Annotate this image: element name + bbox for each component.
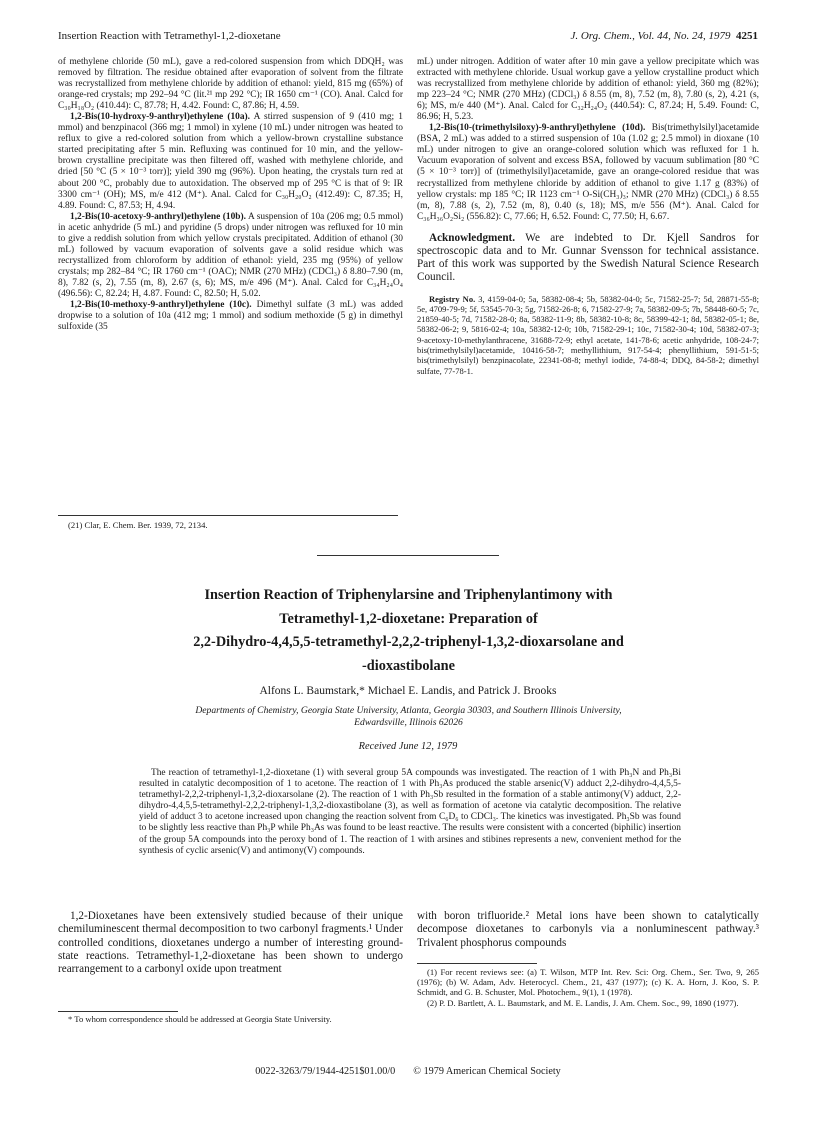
paragraph: of methylene chloride (50 mL), gave a red-colored suspension from which DDQH₂ was removed by filtration. The residue obtained after evaporation of solvent from the filtrate was recrystallized from methylene chloride by addition of ethanol: yield, 815 mg (65%) of orange-red crystals; mp 292–94 °C (lit.²¹ mp 292 °C); IR 1650 cm⁻¹ (CO). Anal. Calcd for C₃₀H₁₈O₂ (410.44): C, 87.78; H, 4.42. Found: C, 87.86; H, 4.59. <box>58 57 403 112</box>
article-separator <box>317 555 499 556</box>
left-column <box>58 57 403 333</box>
title-line: -dioxastibolane <box>362 657 455 674</box>
article-code: 0022-3263/79/1944-4251$01.00/0 <box>255 1066 396 1077</box>
paragraph <box>58 112 403 211</box>
received-date: Received June 12, 1979 <box>358 741 458 752</box>
title-line: Tetramethyl-1,2-dioxetane: Preparation of <box>279 610 538 627</box>
footnote-rule <box>58 1011 178 1012</box>
abstract: The reaction of tetramethyl-1,2-dioxetane (1) with several group 5A compounds was investigated. The reaction of 1 with Ph₃N and Ph₃Bi resulted in catalytic decomposition of 1 to acetone. The reaction of 1 with Ph₃As produced the stable arsenic(V) adduct 2,2-dihydro-4,4,5,5-tetramethyl-2,2,2-triphenyl-1,3,2-dioxarsolane (2). The reaction of 1 with Ph₃Sb resulted in the formation of a stable antimony(V) adduct, 2,2-dihydro-4,4,5,5-tetramethyl-2,2,2-triphenyl-1,3,2-dioxastibolane (3), as well as formation of acetone via catalytic decomposition. The relative yield of adduct 3 to acetone increased upon changing the reaction solvent from C₆D₆ to CDCl₃. The kinetics was investigated. Ph₃Sb was found to be slightly less reactive than Ph₃P while Ph₃As was found to be least reactive. The results were consistent with a concerted (biphilic) insertion of the group 5A compounds into the peroxy bond of 1. The reaction of 1 with arsines and stibines represents a new, convenient method for the synthesis of cyclic arsenic(V) and antimony(V) compounds. <box>139 768 681 856</box>
footnote-corresponding: * To whom correspondence should be addressed at Georgia State University. <box>68 1014 332 1024</box>
title-line: Insertion Reaction of Triphenylarsine and Triphenylantimony with <box>204 587 613 603</box>
compound-heading: 1,2-Bis(10-methoxy-9-anthryl)ethylene (10c). <box>70 300 252 311</box>
title-line: 2,2-Dihydro-4,4,5,5-tetramethyl-2,2,2-triphenyl-1,3,2-dioxarsolane and <box>193 634 624 650</box>
paragraph <box>417 123 759 222</box>
footnote-rule <box>417 963 537 964</box>
paragraph-text: Dimethyl sulfate (3 mL) was added dropwise to a solution of 10a (412 mg; 1 mmol) and sodium methoxide (5 g) in dimethyl sulfoxide (35 <box>58 300 403 333</box>
authors: Alfons L. Baumstark,* Michael E. Landis, and Patrick J. Brooks <box>259 685 557 697</box>
page-footer <box>58 1066 758 1077</box>
footnote-1: (1) For recent reviews see: (a) T. Wilson, MTP Int. Rev. Sci: Org. Chem., Ser. Two, 9, 265 (1976); (b) W. Adam, Adv. Heterocycl. Chem., 21, 437 (1977); (c) K. A. Horn, J. Koo, S. P. Schmidt, and G. B. Schuster, Mol. Photochem., 9(1), 1 (1978). <box>417 967 759 998</box>
registry-text: 3, 4159-04-0; 5a, 58382-08-4; 5b, 58382-04-0; 5c, 71582-25-7; 5d, 28871-55-8; 5e, 4709-79-9; 5f, 53545-70-3; 5g, 71582-26-8; 6, 71582-27-9; 7a, 58382-09-5; 7b, 58448-60-5; 7c, 21859-40-5; 7d, 71582-28-0; 8a, 58382-11-9; 8b, 58382-10-8; 8c, 58399-42-1; 8d, 58382-05-1; 8e, 58382-06-2; 9, 5816-02-4; 10a, 58382-12-0; 10b, 71582-29-1; 10c, 71582-30-4; 10d, 58382-07-3; 9-acetoxy-10-methylanthracene, 31688-72-9; ethyl acetate, 141-78-6; acetic anhydride, 108-24-7; bis(trimethylsilyl)acetamide, 10416-58-7; methyllithium, 917-54-4; phenyllithium, 591-51-5; bis(trimethylsilyl) benzpinacolate, 22341-08-8; methyl iodide, 74-88-4; DDQ, 84-58-2; dimethyl sulfate, 77-78-1. <box>417 293 759 376</box>
compound-heading: 1,2-Bis(10-acetoxy-9-anthryl)ethylene (10b). <box>70 211 246 222</box>
paragraph <box>58 300 403 333</box>
copyright: © 1979 American Chemical Society <box>413 1066 561 1077</box>
compound-heading: 1,2-Bis(10-(trimethylsiloxy)-9-anthryl)ethylene (10d). <box>429 123 646 134</box>
footnote-2: (2) P. D. Bartlett, A. L. Baumstark, and M. E. Landis, J. Am. Chem. Soc., 99, 1890 (1977). <box>427 997 739 1008</box>
affiliation-line: Departments of Chemistry, Georgia State University, Atlanta, Georgia 30303, and Southern Illinois University, <box>195 705 622 716</box>
paragraph-text: Bis(trimethylsilyl)acetamide (BSA, 2 mL) was added to a stirred suspension of 10a (1.02 g; 2.5 mmol) in dioxane (10 mL) under nitrogen to give an orange-colored solution which was refluxed for 1 h. Vacuum evaporation of solvent and excess BSA, followed by vacuum sublimation [80 °C (5 × 10⁻³ torr)] of (trimethylsilyl)acetamide, gave an orange-colored residue that was recrystallized from methylene chloride by addition of ethanol to give 1.17 g (83%) of yellow crystals: mp 185 °C; IR 1123 cm⁻¹ O-Si(CH₃)₃; NMR (270 MHz) (CDCl₃) δ 8.55 (m, 8), 7.88 (s, 2), 7.52 (m, 8), 0.40 (s, 18); MS, m/e 556 (M⁺). Anal. Calcd for C₃₆H₃₆O₂Si₂ (556.82): C, 77.66; H, 6.52. Found: C, 77.50; H, 6.67. <box>417 123 759 222</box>
footnote-21: (21) Clar, E. Chem. Ber. 1939, 72, 2134. <box>68 520 208 530</box>
paragraph <box>58 212 403 300</box>
body-left: 1,2-Dioxetanes have been extensively studied because of their unique chemiluminescent thermal decomposition to two carbonyl fragments.¹ Under controlled conditions, dioxetanes undergo a number of interesting ground-state reactions. Tetramethyl-1,2-dioxetane has been shown to undergo rearrangement to a carbonyl oxide upon treatment <box>58 910 403 976</box>
paragraph: mL) under nitrogen. Addition of water after 10 min gave a yellow precipitate which was extracted with methylene chloride. Usual workup gave a yellow crystalline product which was recrystallized from methylene chloride by addition of ethanol: yield, 360 mg (82%); mp 223–24 °C; NMR (270 MHz) (CDCl₃) δ 8.55 (m, 8), 7.52 (m, 8), 7.80 (s, 2), 4.21 (s, 6); MS, m/e 440 (M⁺). Anal. Calcd for C₃₂H₂₄O₂ (440.54): C, 87.24; H, 5.49. Found: C, 86.96; H, 5.23. <box>417 57 759 123</box>
registry-numbers <box>417 294 759 376</box>
registry-heading: Registry No. <box>429 293 476 304</box>
footnote-rule <box>58 515 398 516</box>
affiliation-line: Edwardsville, Illinois 62026 <box>354 716 463 728</box>
journal-name: J. Org. Chem., <box>570 30 635 42</box>
paragraph-text: A stirred suspension of 9 (410 mg; 1 mmol) and benzpinacol (366 mg; 1 mmol) in xylene (10 mL) under nitrogen was heated to reflux to give a red-colored solution from which a yellow-brown crystalline substance started precipitating after 5 min. Refluxing was continued for 10 min, and the yellow-brown crystalline precipitate was then filtered off, washed with methylene chloride, and dried [50 °C (5 × 10⁻³ torr)]; yield 390 mg (96%). Upon heating, the crystals turn red at about 200 °C, probably due to autoxidation. The observed mp of 295 °C is that of 9: IR 3300 cm⁻¹ (OH); MS, m/e 412 (M⁺). Anal. Calcd for C₃₀H₂₀O₂ (412.49): C, 87.35; H, 4.89. Found: C, 87.53; H, 4.94. <box>58 112 403 211</box>
footnotes <box>417 967 759 1008</box>
running-head-title: Insertion Reaction with Tetramethyl-1,2-dioxetane <box>58 30 281 42</box>
compound-heading: 1,2-Bis(10-hydroxy-9-anthryl)ethylene (10a). <box>70 112 251 123</box>
running-head <box>58 30 758 44</box>
affiliation <box>100 705 717 728</box>
body-right: with boron trifluoride.² Metal ions have been shown to catalytically decompose dioxetanes to carbonyls via a nonluminescent pathway.³ Trivalent phosphorus compounds <box>417 910 759 949</box>
page-number: 4251 <box>736 30 758 42</box>
running-head-citation <box>570 30 758 42</box>
acknowledgment-heading: Acknowledgment. <box>429 231 516 244</box>
paragraph-text: A suspension of 10a (206 mg; 0.5 mmol) in acetic anhydride (5 mL) and pyridine (5 drops) under nitrogen was refluxed for 10 min to give a reddish solution from which yellow crystals precipitated. Addition of ethanol (30 mL) followed by vacuum evaporation of solvents gave a solid residue which was recrystallized from chloroform by addition of ethanol: yield, 235 mg (95%) of yellow crystals; mp 282–84 °C; IR 1760 cm⁻¹ (OAC); NMR (270 MHz) (CDCl₃) δ 8.80–7.90 (m, 8), 7.82 (s, 2), 7.55 (m, 8), 2.67 (s, 6); MS, m/e 496 (M⁺). Anal. Calcd for C₃₄H₂₄O₄ (496.56): C, 82.24; H, 4.87. Found: C, 82.50; H, 5.02. <box>58 211 404 299</box>
article-title <box>90 584 727 678</box>
right-column <box>417 57 759 376</box>
acknowledgment <box>417 232 759 285</box>
volume-issue: Vol. 44, No. 24, 1979 <box>637 30 731 42</box>
acknowledgment-text: We are indebted to Dr. Kjell Sandros for spectroscopic data and to Mr. Gunnar Svensson for technical assistance. Part of this work was supported by the Swedish Natural Science Research Council. <box>417 231 759 284</box>
